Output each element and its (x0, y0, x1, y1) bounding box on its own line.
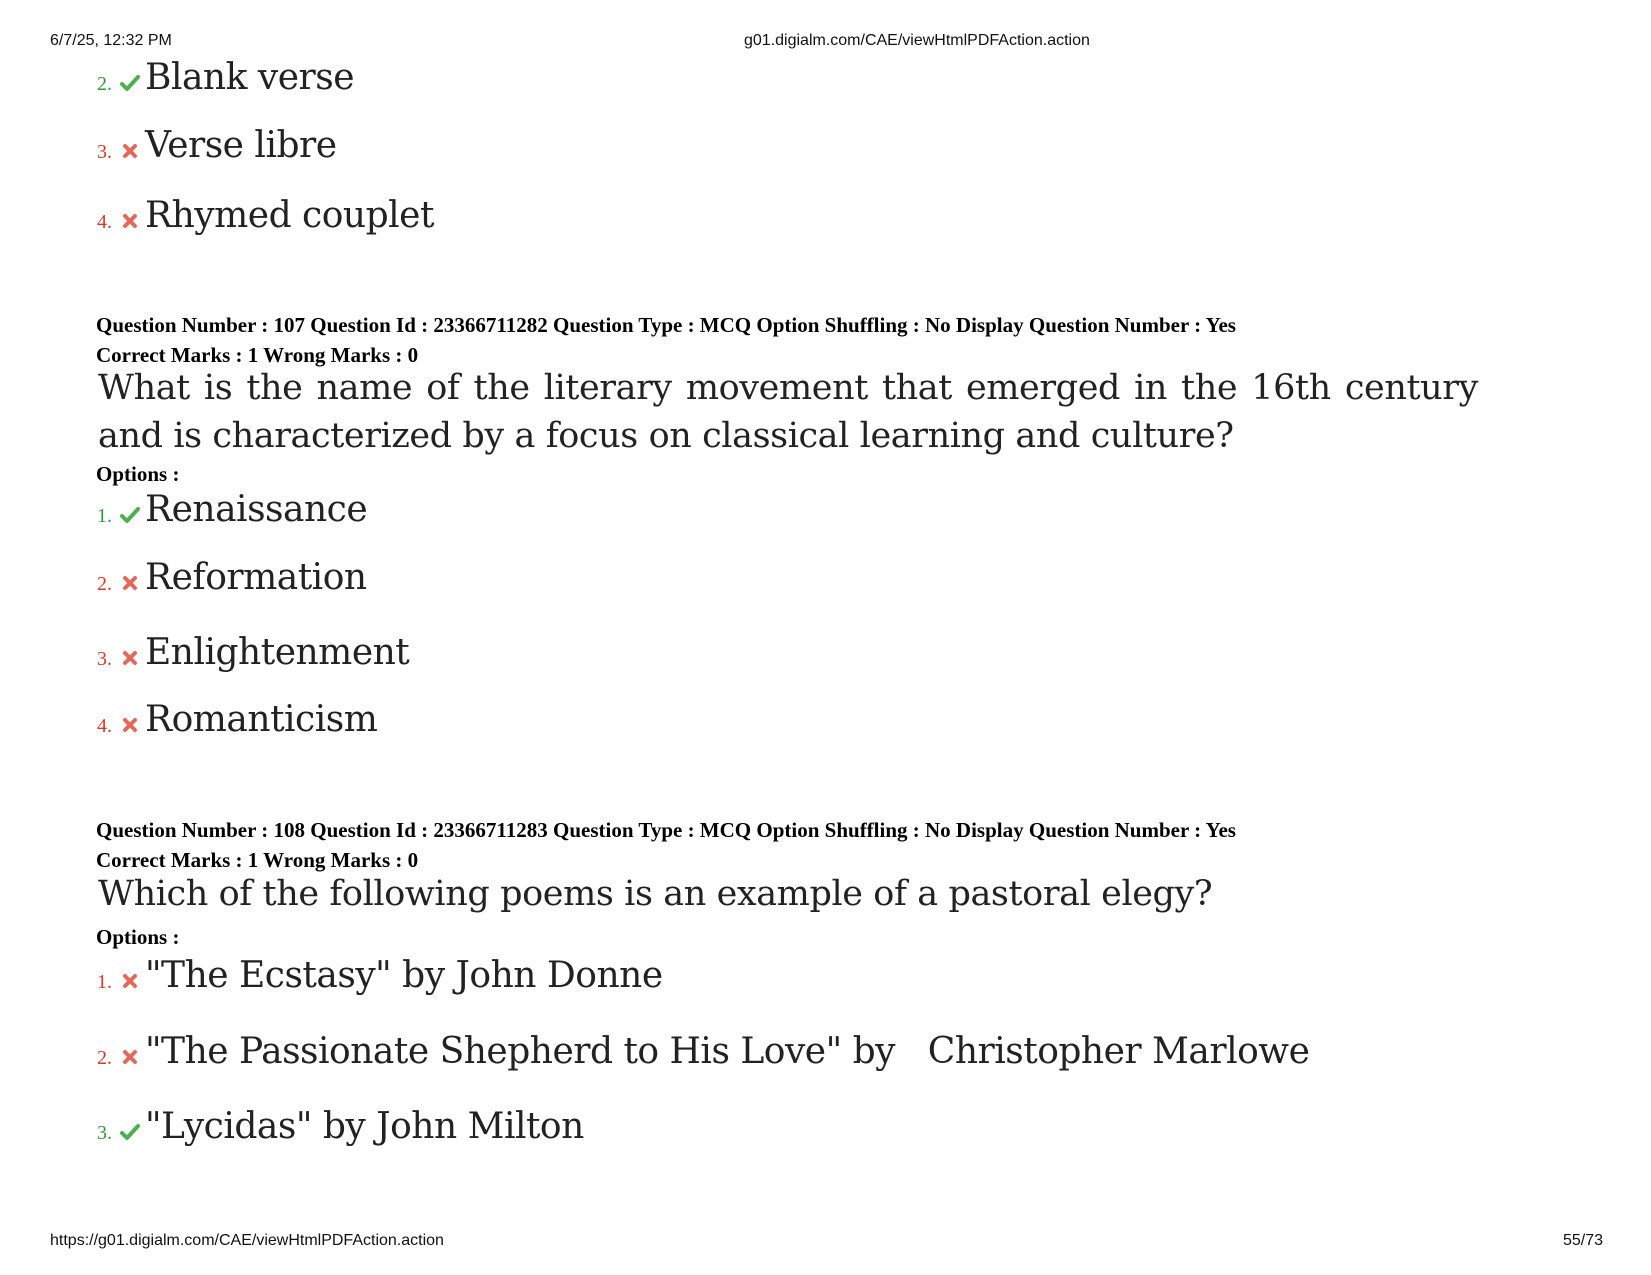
check-icon (119, 504, 141, 526)
question-text: Which of the following poems is an example of a pastoral elegy? (98, 874, 1213, 914)
marks-meta: Correct Marks : 1 Wrong Marks : 0 (96, 343, 419, 367)
question-meta: Question Number : 107 Question Id : 23366711282 Question Type : MCQ Option Shuffling : No Display Question Number : Yes (96, 313, 1236, 337)
option-text: "Lycidas" by John Milton (145, 1106, 584, 1147)
options-label: Options : (96, 925, 180, 949)
option-number: 1. (97, 971, 112, 993)
check-icon (119, 72, 141, 94)
marks-meta: Correct Marks : 1 Wrong Marks : 0 (96, 848, 419, 872)
option-number: 4. (97, 715, 112, 737)
option-text: Verse libre (145, 125, 337, 166)
print-datetime: 6/7/25, 12:32 PM (50, 32, 172, 49)
cross-icon (119, 1046, 141, 1068)
page-number: 55/73 (1563, 1232, 1604, 1249)
option-text: Romanticism (145, 699, 378, 740)
check-icon (119, 1121, 141, 1143)
options-label: Options : (96, 462, 180, 486)
option-text: Blank verse (145, 57, 355, 98)
option-number: 1. (97, 505, 112, 527)
cross-icon (119, 572, 141, 594)
print-header-url: g01.digialm.com/CAE/viewHtmlPDFAction.action (744, 32, 1090, 49)
option-text: Enlightenment (145, 632, 410, 673)
option-number: 2. (97, 73, 112, 95)
option-number: 2. (97, 1047, 112, 1069)
option-number: 4. (97, 211, 112, 233)
option-text: Reformation (145, 557, 367, 598)
cross-icon (119, 210, 141, 232)
print-footer-url: https://g01.digialm.com/CAE/viewHtmlPDFAction.action (50, 1232, 444, 1249)
option-number: 2. (97, 573, 112, 595)
option-number: 3. (97, 648, 112, 670)
cross-icon (119, 140, 141, 162)
option-number: 3. (97, 1122, 112, 1144)
question-meta: Question Number : 108 Question Id : 23366711283 Question Type : MCQ Option Shuffling : No Display Question Number : Yes (96, 818, 1236, 842)
cross-icon (119, 970, 141, 992)
option-text: Rhymed couplet (145, 195, 434, 236)
option-text: Renaissance (145, 489, 368, 530)
cross-icon (119, 714, 141, 736)
option-text: "The Passionate Shepherd to His Love" by Christopher Marlowe (145, 1031, 1310, 1072)
cross-icon (119, 647, 141, 669)
question-text: What is the name of the literary movement that emerged in the 16th century and is characterized by a focus on classical learning and culture? (98, 368, 1478, 456)
option-number: 3. (97, 141, 112, 163)
option-text: "The Ecstasy" by John Donne (145, 955, 663, 996)
